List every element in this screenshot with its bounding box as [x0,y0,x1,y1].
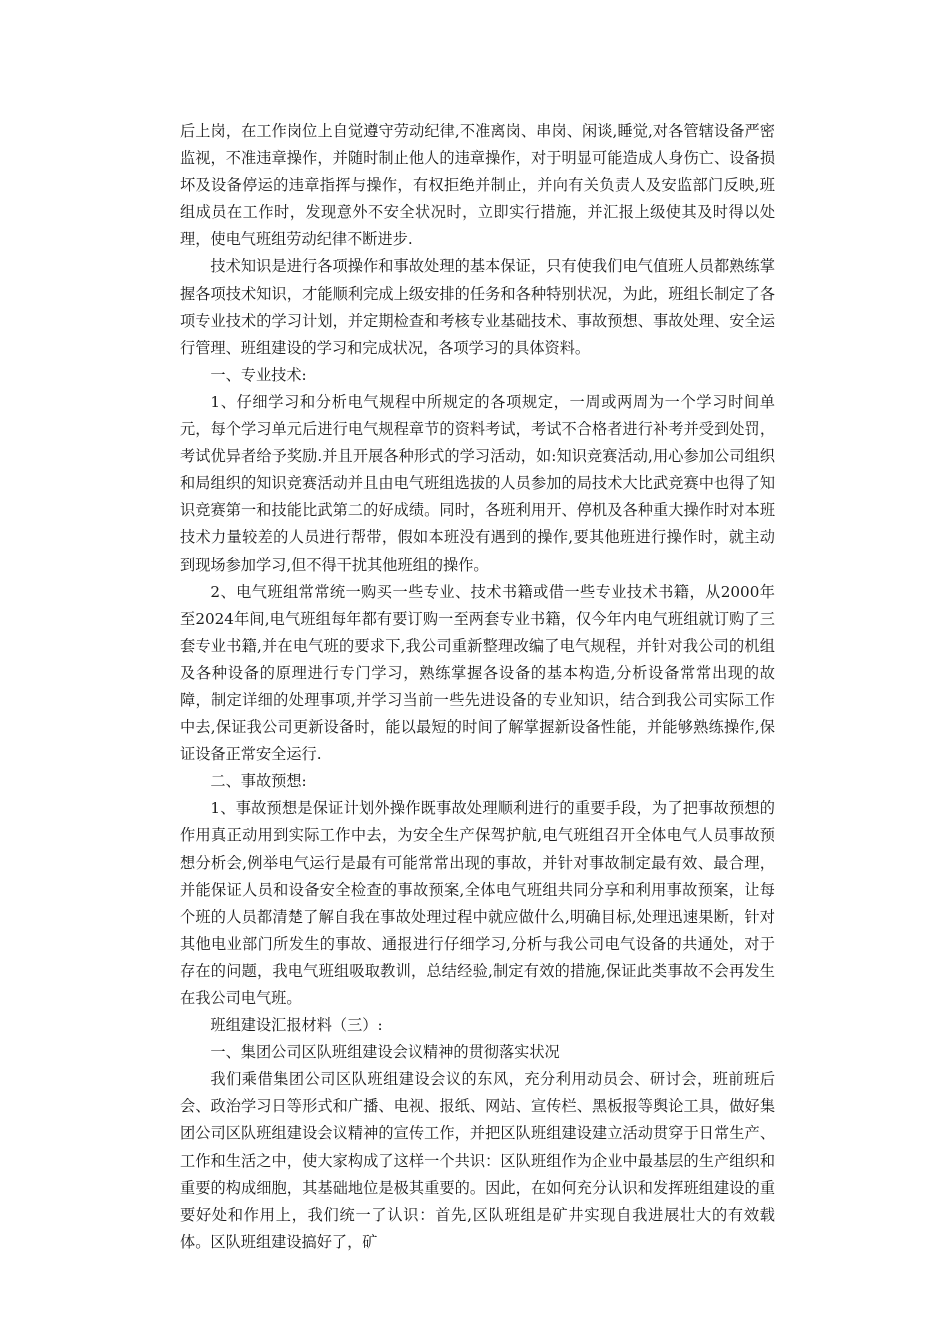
paragraph-technical-knowledge: 技术知识是进行各项操作和事故处理的基本保证，只有使我们电气值班人员都熟练掌握各项技术知识，才能顺利完成上级安排的任务和各种特别状况，为此，班组长制定了各项专业技术的学习计划，并定期检查和考核专业基础技术、事故预想、事故处理、安全运行管理、班组建设的学习和完成状况，各项学习的具体资料。 [180,257,775,357]
paragraph-meeting-spirit: 我们乘借集团公司区队班组建设会议的东风，充分利用动员会、研讨会，班前班后会、政治学习日等形式和广播、电视、报纸、网站、宣传栏、黑板报等舆论工具，做好集团公司区队班组建设会议精神的宣传工作，并把区队班组建设建立活动贯穿于日常生产、工作和生活之中，使大家构成了这样一个共识：区队班组作为企业中最基层的生产组织和重要的构成细胞，其基础地位是极其重要的。因此，在如何充分认识和发挥班组建设的重要好处和作用上，我们统一了认识：首先,区队班组是矿井实现自我进展壮大的有效载体。区队班组建设搞好了，矿 [180,1070,775,1251]
report-title-part-3: 班组建设汇报材料（三）: [210,1016,383,1035]
section-heading-accident-prediction: 二、事故预想: [210,772,307,791]
paragraph-item-2-books-purchase: 2、电气班组常常统一购买一些专业、技术书籍或借一些专业技术书籍，从2000年至2024年间,电气班组每年都有要订购一至两套专业书籍，仅今年内电气班组就订购了三套专业书籍,并在电气班的要求下,我公司重新整理改编了电气规程，并针对我公司的机组及各种设备的原理进行专门学习，熟练掌握各设备的基本构造,分析设备常常出现的故障，制定详细的处理事项,并学习当前一些先进设备的专业知识，结合到我公司实际工作中去,保证我公司更新设备时，能以最短的时间了解掌握新设备性能，并能够熟练操作,保证设备正常安全运行. [180,582,775,764]
paragraph-item-1-accident-prediction: 1、事故预想是保证计划外操作既事故处理顺利进行的重要手段，为了把事故预想的作用真正动用到实际工作中去，为安全生产保驾护航,电气班组召开全体电气人员事故预想分析会,例举电气运行是最有可能常常出现的事故，并针对事故制定最有效、最合理，并能保证人员和设备安全检查的事故预案,全体电气班组共同分享和利用事故预案，让每个班的人员都清楚了解自我在事故处理过程中就应做什么,明确目标,处理迅速果断，针对其他电业部门所发生的事故、通报进行仔细学习,分析与我公司电气设备的共通处，对于存在的问题，我电气班组吸取教训，总结经验,制定有效的措施,保证此类事故不会再发生在我公司电气班。 [180,799,775,1007]
document-page [180,118,775,1256]
paragraph-item-1-regulations-study: 1、仔细学习和分析电气规程中所规定的各项规定，一周或两周为一个学习时间单元，每个学习单元后进行电气规程章节的资料考试，考试不合格者进行补考并受到处罚，考试优异者给予奖励.并且开展各种形式的学习活动，如:知识竞赛活动,用心参加公司组织和局组织的知识竞赛活动并且由电气班组选拔的人员参加的局技术大比武竞赛中也得了知识竞赛第一和技能比武第二的好成绩。同时，各班利用开、停机及各种重大操作时对本班技术力量较差的人员进行帮带，假如本班没有遇到的操作,要其他班进行操作时，就主动到现场参加学习,但不得干扰其他班组的操作。 [180,392,775,574]
paragraph-labor-discipline: 后上岗，在工作岗位上自觉遵守劳动纪律,不准离岗、串岗、闲谈,睡觉,对各管辖设备严密监视，不准违章操作，并随时制止他人的违章操作，对于明显可能造成人身伤亡、设备损坏及设备停运的违章指挥与操作，有权拒绝并制止，并向有关负责人及安监部门反映,班组成员在工作时，发现意外不安全状况时，立即实行措施，并汇报上级使其及时得以处理，使电气班组劳动纪律不断进步. [180,122,775,249]
section-heading-meeting-implementation: 一、集团公司区队班组建设会议精神的贯彻落实状况 [210,1043,560,1062]
section-heading-professional-technology: 一、专业技术: [210,365,307,384]
